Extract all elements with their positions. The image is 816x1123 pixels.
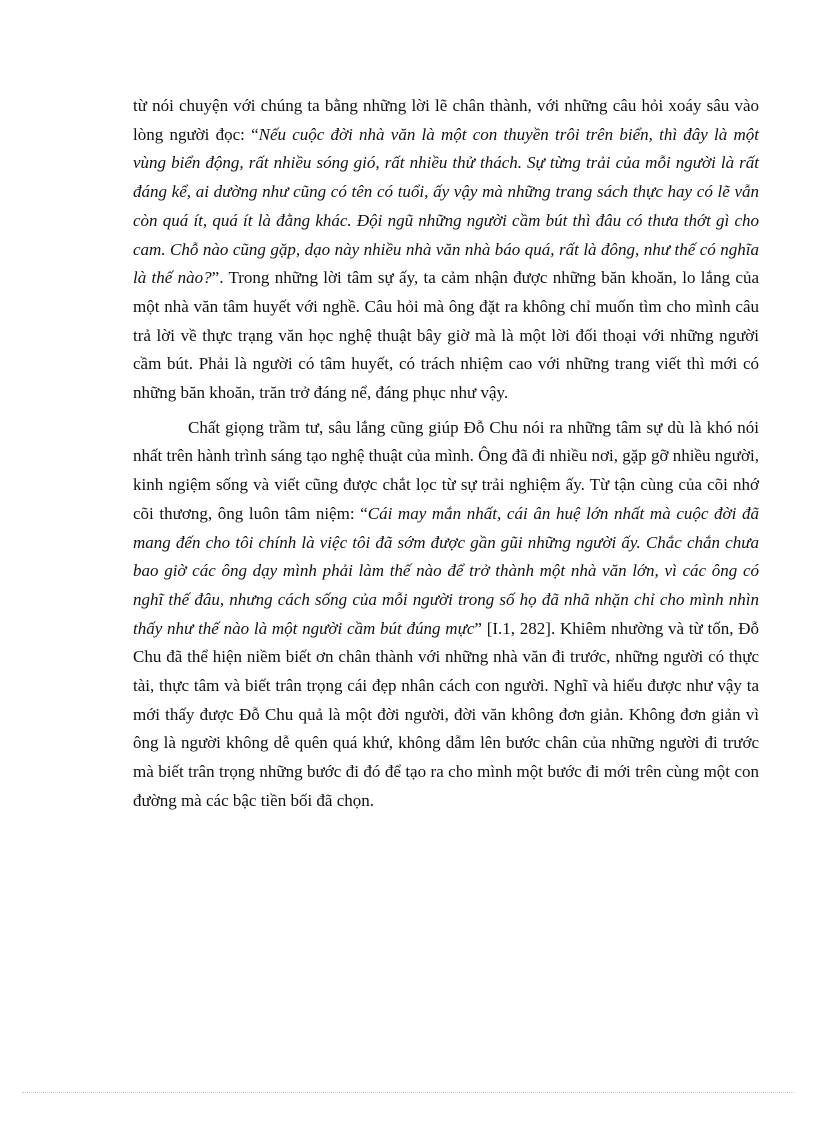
paragraph-1-quote: Nếu cuộc đời nhà văn là một con thuyền trôi trên biển, thì đây là một vùng biển động, rất nhiều sóng gió, rất nhiều thử thách. Sự từng trải của mỗi người là rất đáng kể, ai dường như cũng có tên có tuổi, ấy vậy mà những trang sách thực hay có lẽ vẫn còn quá ít, quá ít là đằng khác. Đội ngũ những người cầm bút thì đâu có thưa thớt gì cho cam. Chỗ nào cũng gặp, dạo này nhiều nhà văn nhà báo quá, rất là đông, như thế có nghĩa là thế nào? bbox=[133, 124, 759, 288]
page-body bbox=[133, 92, 759, 816]
paragraph-2 bbox=[133, 414, 759, 816]
page-bottom-dotted-rule bbox=[22, 1092, 794, 1093]
paragraph-2-quote: Cái may mắn nhất, cái ân huệ lớn nhất mà cuộc đời đã mang đến cho tôi chính là việc tôi đã sớm được gần gũi những người ấy. Chắc chắn chưa bao giờ các ông dạy mình phải làm thế nào để trở thành một nhà văn lớn, vì các ông có nghĩ thế đâu, nhưng cách sống của mỗi người trong số họ đã nhã nhặn chỉ cho mình nhìn thấy như thế nào là một người cầm bút đúng mực bbox=[133, 503, 759, 638]
paragraph-1 bbox=[133, 92, 759, 408]
paragraph-1-text-start: từ nói chuyện với chúng ta bằng những lời lẽ chân thành, với những câu hỏi xoáy sâu vào lòng người đọc: “ bbox=[133, 96, 759, 144]
paragraph-2-text-start: Chất giọng trầm tư, sâu lắng cũng giúp Đỗ Chu nói ra những tâm sự dù là khó nói nhất trên hành trình sáng tạo nghệ thuật của mình. Ông đã đi nhiều nơi, gặp gỡ nhiều người, kinh ngiệm sống và viết cũng được chắt lọc từ sự trải nghiệm ấy. Từ tận cùng của cõi nhớ cõi thương, ông luôn tâm niệm: “ bbox=[133, 417, 759, 523]
paragraph-1-text-end: ”. Trong những lời tâm sự ấy, ta cảm nhận được những băn khoăn, lo lắng của một nhà văn tâm huyết với nghề. Câu hỏi mà ông đặt ra không chỉ muốn tìm cho mình câu trả lời về thực trạng văn học nghệ thuật bây giờ mà là một lời đối thoại với những người cầm bút. Phải là người có tâm huyết, có trách nhiệm cao với những trang viết thì mới có những băn khoăn, trăn trở đáng nể, đáng phục như vậy. bbox=[133, 268, 759, 403]
paragraph-2-text-end: ” [I.1, 282]. Khiêm nhường và từ tốn, Đỗ Chu đã thể hiện niềm biết ơn chân thành với những nhà văn đi trước, những người có thực tài, thực tâm và biết trân trọng cái đẹp nhân cách con người. Nghĩ và hiểu được như vậy ta mới thấy được Đỗ Chu quả là một đời người, đời văn không đơn giản. Không đơn giản vì ông là người không dễ quên quá khứ, không dẫm lên bước chân của những người đi trước mà biết trân trọng những bước đi đó để tạo ra cho mình một bước đi mới trên cùng một con đường mà các bậc tiền bối đã chọn. bbox=[133, 618, 759, 810]
